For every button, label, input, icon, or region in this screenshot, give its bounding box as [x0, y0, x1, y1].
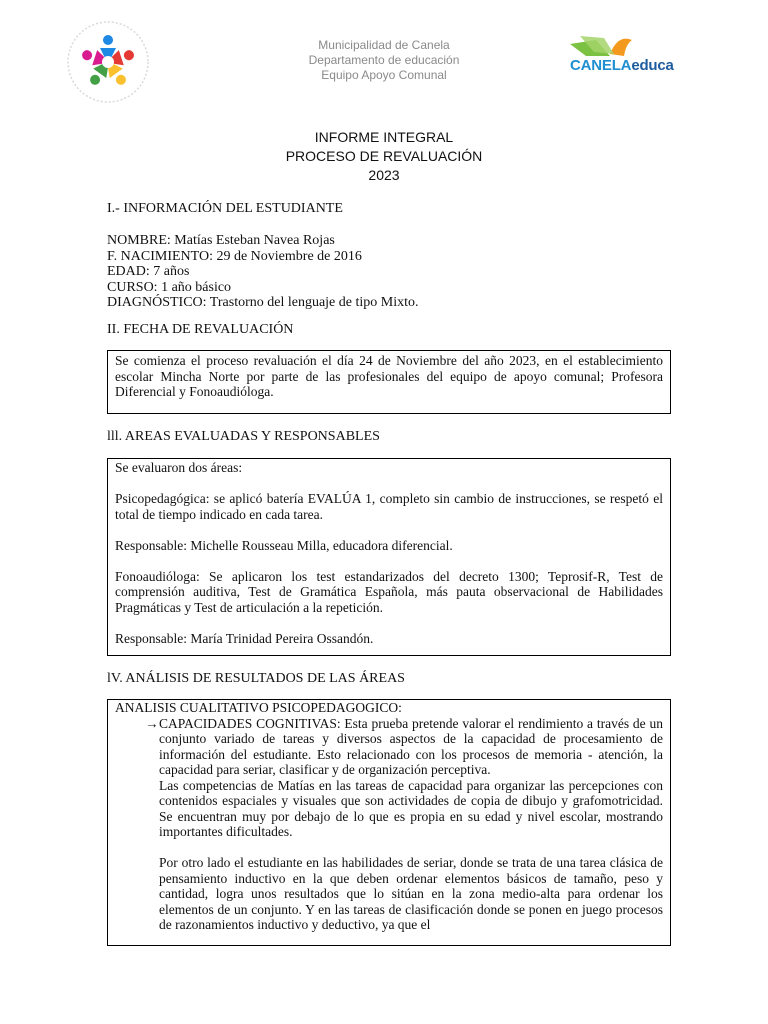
field-birthdate-value: 29 de Noviembre de 2016 [212, 248, 362, 264]
field-name-label: NOMBRE: [107, 233, 171, 248]
title-line-1: INFORME INTEGRAL [314, 129, 454, 145]
header-institution [254, 38, 514, 83]
section-1-heading: I.- INFORMACIÓN DEL ESTUDIANTE [107, 201, 343, 216]
section-3-heading: lll. AREAS EVALUADAS Y RESPONSABLES [107, 429, 380, 444]
analysis-subheading: ANALISIS CUALITATIVO PSICOPEDAGOGICO: [115, 700, 402, 715]
field-age-label: EDAD: [107, 264, 150, 279]
areas-responsible-1: Responsable: Michelle Rousseau Milla, educadora diferencial. [115, 537, 453, 553]
areas-psychopedagogical: Psicopedagógica: se aplicó batería EVALÚA 1, completo sin cambio de instrucciones, se respetó el total de tiempo indicado en cada tarea. [115, 491, 663, 522]
title-line-3: 2023 [368, 167, 400, 183]
brand-main-text: CANELA [570, 57, 632, 74]
field-grade [107, 280, 419, 296]
field-grade-value: 1 año básico [157, 279, 232, 295]
areas-speech-therapy: Fonoaudióloga: Se aplicaron los test estandarizados del decreto 1300; Teprosif-R, Test de comprensión auditiva, Test de Gramática Española, más pauta observacional de Habilidades Pragmáticas y Test de articulación a la repetición. [115, 568, 663, 615]
title-line-2: PROCESO DE REVALUACIÓN [285, 148, 483, 164]
section-2-heading: II. FECHA DE REVALUACIÓN [107, 322, 294, 337]
competencies-paragraph: Las competencias de Matías en las tareas de capacidad para organizar las percepciones con contenidos espaciales y visuales que son actividades de copia de dibujo y grafomotricidad. Se encuentran muy por debajo de lo que es propia en su edad y nivel escolar, mostrando importantes dificultades. [159, 777, 663, 839]
canelaeduca-logo [566, 36, 706, 82]
brand-wordmark [570, 57, 674, 74]
field-birthdate-label: F. NACIMIENTO: [107, 248, 213, 264]
field-age [107, 264, 419, 280]
field-name-value: Matías Esteban Navea Rojas [170, 233, 335, 248]
field-name [107, 233, 419, 249]
student-info [107, 233, 419, 311]
revaluation-date-box [107, 350, 671, 414]
field-diagnosis [107, 295, 419, 311]
field-diagnosis-value: Trastorno del lenguaje de tipo Mixto. [206, 295, 419, 310]
report-title [234, 128, 534, 185]
brand-suffix-text: educa [631, 57, 674, 74]
field-birthdate [107, 249, 419, 265]
areas-intro: Se evaluaron dos áreas: [115, 460, 243, 475]
header-line-municipality: Municipalidad de Canela [318, 38, 450, 52]
header-line-department: Departamento de educación [308, 53, 460, 67]
field-age-value: 7 años [149, 264, 190, 279]
arrow-right-icon: → [145, 715, 159, 731]
municipality-logo [66, 20, 150, 104]
cognitive-capacities-paragraph: CAPACIDADES COGNITIVAS: Esta prueba pretende valorar el rendimiento a través de un conjunto variado de tareas y diversos aspectos de la capacidad de procesamiento de información del estudiante. Esto relacionado con los procesos de memoria - atención, la capacidad para seriar, clasificar y de organización perceptiva. [159, 715, 663, 777]
section-4-heading: lV. ANÁLISIS DE RESULTADOS DE LAS ÁREAS [107, 671, 405, 686]
results-analysis-box [107, 699, 671, 946]
field-diagnosis-label: DIAGNÓSTICO: [107, 295, 207, 310]
revaluation-date-text: Se comienza el proceso revaluación el día 24 de Noviembre del año 2023, en el establecimiento escolar Mincha Norte por parte de las profesionales del equipo de apoyo comunal; Profesora Diferencial y Fonoaudióloga. [115, 353, 663, 399]
seriation-paragraph: Por otro lado el estudiante en las habilidades de seriar, donde se trata de una tarea clásica de pensamiento inductivo en la que deben ordenar elementos básicos de tamaño, peso y cantidad, logra unos resultados que lo sitúan en la zona medio-alta para ordenar los elementos de un conjunto. Y en las tareas de clasificación donde se ponen en juego procesos de razonamientos inductivo y deductivo, ya que el [159, 855, 663, 932]
field-grade-label: CURSO: [107, 279, 158, 295]
areas-responsible-2: Responsable: María Trinidad Pereira Ossandón. [115, 630, 374, 646]
header-line-team: Equipo Apoyo Comunal [321, 68, 447, 82]
evaluated-areas-box [107, 458, 671, 656]
